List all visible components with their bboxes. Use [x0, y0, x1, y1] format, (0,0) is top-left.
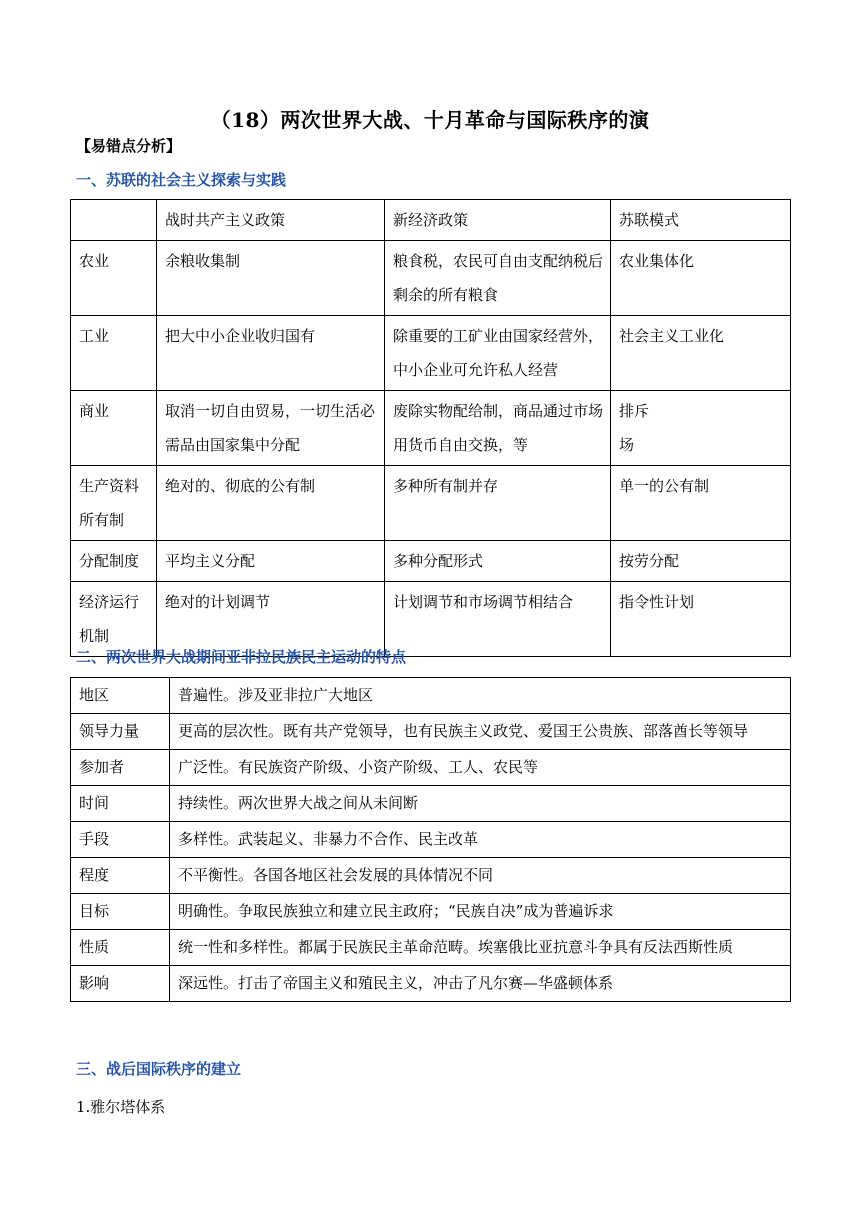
row-label: 分配制度	[71, 541, 157, 582]
table-cell: 多样性。武装起义、非暴力不合作、民主改革	[170, 822, 791, 858]
row-label: 参加者	[71, 750, 170, 786]
table-cell: 更高的层次性。既有共产党领导，也有民族主义政党、爱国王公贵族、部落酋长等领导	[170, 714, 791, 750]
table-cell: 平均主义分配	[157, 541, 385, 582]
table-row	[71, 786, 791, 822]
section2-heading: 二、两次世界大战期间亚非拉民族民主运动的特点	[76, 648, 407, 666]
section1-heading: 一、苏联的社会主义探索与实践	[76, 171, 287, 189]
table-cell: 社会主义工业化	[611, 316, 791, 391]
soviet-policy-table	[70, 199, 791, 657]
table-cell: 多种分配形式	[385, 541, 611, 582]
document-title: （18）两次世界大战、十月革命与国际秩序的演	[210, 108, 650, 132]
row-label: 生产资料所有制	[71, 466, 157, 541]
table-row	[71, 858, 791, 894]
table-cell: 废除实物配给制，商品通过市场用货币自由交换，等	[385, 391, 611, 466]
header-cell: 新经济政策	[385, 200, 611, 241]
row-label: 时间	[71, 786, 170, 822]
row-label: 影响	[71, 966, 170, 1002]
table-cell: 把大中小企业收归国有	[157, 316, 385, 391]
table-cell: 余粮收集制	[157, 241, 385, 316]
table-row	[71, 894, 791, 930]
table-cell: 指令性计划	[611, 582, 791, 657]
table-cell: 按劳分配	[611, 541, 791, 582]
table-row	[71, 241, 791, 316]
row-label: 商业	[71, 391, 157, 466]
table-cell: 统一性和多样性。都属于民族民主革命范畴。埃塞俄比亚抗意斗争具有反法西斯性质	[170, 930, 791, 966]
table-cell: 多种所有制并存	[385, 466, 611, 541]
table-cell: 不平衡性。各国各地区社会发展的具体情况不同	[170, 858, 791, 894]
table-cell: 广泛性。有民族资产阶级、小资产阶级、工人、农民等	[170, 750, 791, 786]
table-row	[71, 714, 791, 750]
table-row	[71, 316, 791, 391]
table-row	[71, 391, 791, 466]
row-label: 性质	[71, 930, 170, 966]
section3-heading: 三、战后国际秩序的建立	[76, 1060, 242, 1078]
table-cell: 单一的公有制	[611, 466, 791, 541]
header-cell: 苏联模式	[611, 200, 791, 241]
table-cell: 粮食税，农民可自由支配纳税后剩余的所有粮食	[385, 241, 611, 316]
table-cell: 取消一切自由贸易，一切生活必需品由国家集中分配	[157, 391, 385, 466]
header-cell	[71, 200, 157, 241]
row-label: 领导力量	[71, 714, 170, 750]
table-cell: 排斥 场	[611, 391, 791, 466]
row-label: 手段	[71, 822, 170, 858]
row-label: 目标	[71, 894, 170, 930]
row-label: 工业	[71, 316, 157, 391]
table-row	[71, 966, 791, 1002]
table-header-row	[71, 200, 791, 241]
table-cell: 绝对的计划调节	[157, 582, 385, 657]
table-cell: 深远性。打击了帝国主义和殖民主义，冲击了凡尔赛—华盛顿体系	[170, 966, 791, 1002]
table-cell: 普遍性。涉及亚非拉广大地区	[170, 678, 791, 714]
national-movement-table	[70, 677, 791, 1002]
table-cell: 明确性。争取民族独立和建立民主政府；“民族自决”成为普遍诉求	[170, 894, 791, 930]
analysis-label: 【易错点分析】	[76, 137, 182, 155]
row-label: 程度	[71, 858, 170, 894]
table-cell: 持续性。两次世界大战之间从未间断	[170, 786, 791, 822]
row-label: 农业	[71, 241, 157, 316]
row-label: 经济运行机制	[71, 582, 157, 657]
table-cell: 绝对的、彻底的公有制	[157, 466, 385, 541]
table-row	[71, 822, 791, 858]
table-row	[71, 930, 791, 966]
table-row	[71, 678, 791, 714]
table-row	[71, 466, 791, 541]
table-row	[71, 541, 791, 582]
yalta-system-item: 1.雅尔塔体系	[76, 1098, 166, 1116]
table-cell: 农业集体化	[611, 241, 791, 316]
header-cell: 战时共产主义政策	[157, 200, 385, 241]
table-cell: 除重要的工矿业由国家经营外，中小企业可允许私人经营	[385, 316, 611, 391]
table-cell: 计划调节和市场调节相结合	[385, 582, 611, 657]
table-row	[71, 750, 791, 786]
row-label: 地区	[71, 678, 170, 714]
